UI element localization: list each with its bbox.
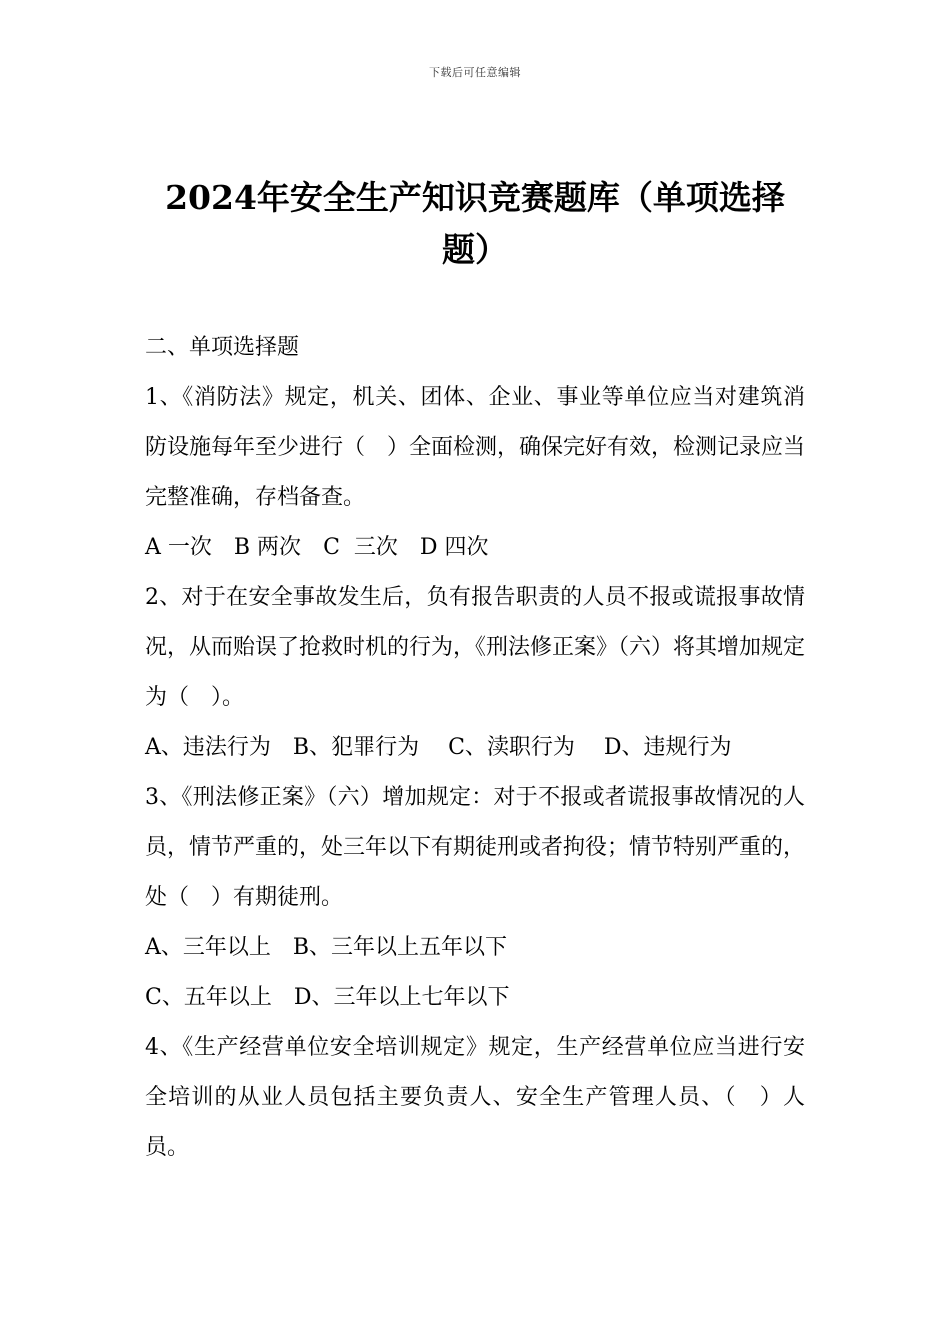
- option-a: A、三年以上: [145, 935, 271, 960]
- document-title: 2024年安全生产知识竞赛题库（单项选择题）: [165, 178, 785, 269]
- option-a: A、违法行为: [145, 735, 271, 760]
- document-body: [145, 323, 805, 1173]
- option-c: C、五年以上: [145, 985, 272, 1010]
- option-d: D、三年以上七年以下: [293, 985, 510, 1010]
- question-2-text: 2、对于在安全事故发生后，负有报告职责的人员不报或谎报事故情况，从而贻误了抢救时机的行为，《刑法修正案》（六）将其增加规定为（ ）。: [145, 585, 806, 710]
- question-2-options: [145, 723, 805, 773]
- option-c: C 三次: [323, 535, 398, 560]
- option-b: B、三年以上五年以下: [292, 935, 508, 960]
- option-a: A 一次: [145, 535, 212, 560]
- option-d: D 四次: [419, 535, 489, 560]
- option-c: C、渎职行为: [448, 735, 575, 760]
- option-b: B、犯罪行为: [292, 735, 420, 760]
- question-3-text: 3、《刑法修正案》（六）增加规定：对于不报或者谎报事故情况的人员，情节严重的，处三年以下有期徒刑或者拘役；情节特别严重的，处（ ）有期徒刑。: [145, 785, 806, 910]
- question-1-options: [145, 523, 805, 573]
- section-heading: 二、单项选择题: [145, 335, 300, 360]
- option-b: B 两次: [233, 535, 302, 560]
- question-3-options-line-1: [145, 923, 805, 973]
- option-d: D、违规行为: [603, 735, 732, 760]
- question-1-text: 1、《消防法》规定，机关、团体、企业、事业等单位应当对建筑消防设施每年至少进行（ ）全面检测，确保完好有效，检测记录应当完整准确，存档备查。: [145, 385, 806, 510]
- question-4-text: 4、《生产经营单位安全培训规定》规定，生产经营单位应当进行安全培训的从业人员包括主要负责人、安全生产管理人员、（ ）人员。: [145, 1035, 805, 1160]
- header-note: 下载后可任意编辑: [429, 66, 521, 79]
- question-3-options-line-2: [145, 973, 805, 1023]
